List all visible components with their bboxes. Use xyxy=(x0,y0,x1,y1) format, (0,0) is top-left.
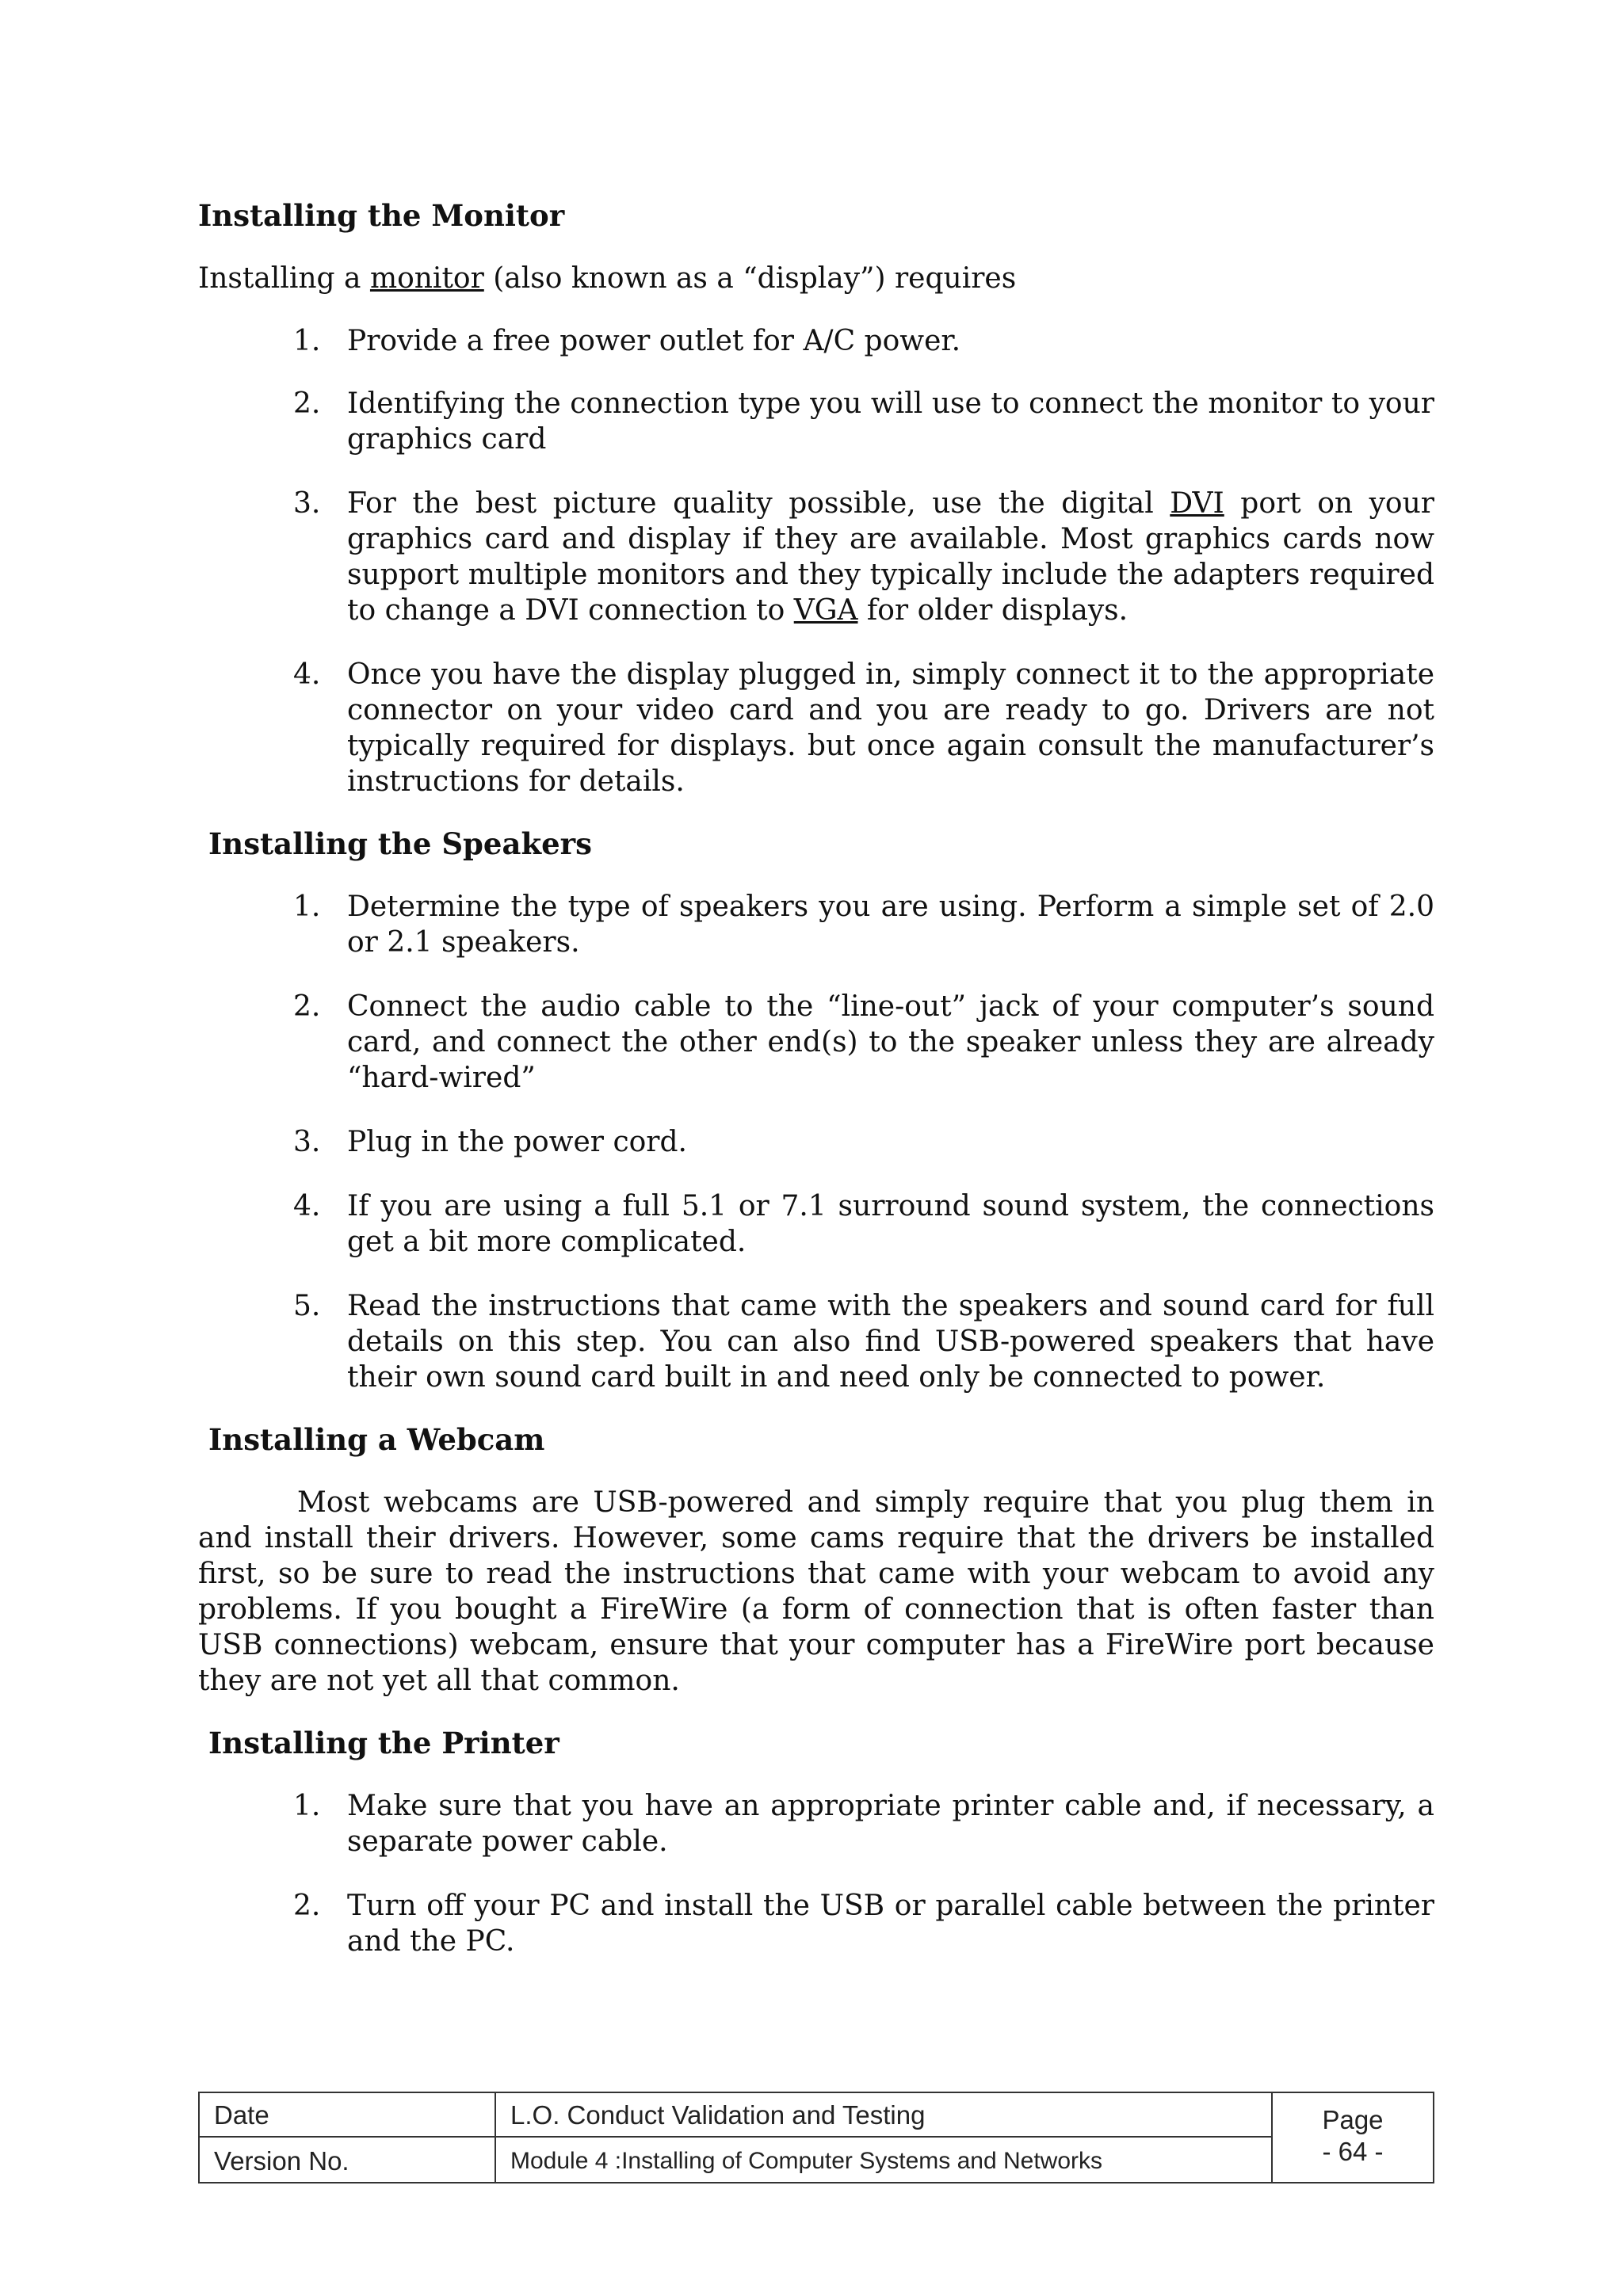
section-heading-speakers: Installing the Speakers xyxy=(208,826,592,861)
dvi-link[interactable]: DVI xyxy=(1170,487,1224,520)
list-text: Identifying the connection type you will use to connect the monitor to your graphics card xyxy=(347,387,1434,456)
document-body xyxy=(198,198,1434,1959)
list-number: 3. xyxy=(293,487,321,520)
section-heading-monitor: Installing the Monitor xyxy=(198,198,565,233)
list-item xyxy=(198,657,1434,799)
footer-page xyxy=(1273,2093,1433,2193)
list-text: Determine the type of speakers you are using. Perform a simple set of 2.0 or 2.1 speakers. xyxy=(347,891,1434,959)
list-item xyxy=(198,1124,1434,1160)
list-text: for older displays. xyxy=(857,594,1128,627)
list-item xyxy=(198,889,1434,960)
list-text: Read the instructions that came with the speakers and sound card for full details on this step. You can also find USB-powered speakers that have their own sound card built in and need only be connected to power. xyxy=(347,1290,1434,1394)
list-number: 3. xyxy=(293,1126,321,1158)
list-number: 1. xyxy=(293,325,321,357)
list-text: If you are using a full 5.1 or 7.1 surround sound system, the connections get a bit more complicated. xyxy=(347,1190,1434,1258)
list-item xyxy=(198,1288,1434,1395)
list-text: For the best picture quality possible, use the digital xyxy=(347,487,1170,520)
section-heading-webcam: Installing a Webcam xyxy=(208,1422,545,1457)
list-item xyxy=(198,386,1434,457)
monitor-intro-text-end: (also known as a “display”) requires xyxy=(483,262,1017,295)
list-text: Once you have the display plugged in, simply connect it to the appropriate connector on your video card and you are ready to go. Drivers are not typically required for displays. but once again consult the manufacturer’s instructions for details. xyxy=(347,658,1434,798)
speakers-steps xyxy=(198,889,1434,1395)
list-item xyxy=(198,1788,1434,1859)
footer-page-number: - 64 - xyxy=(1322,2137,1384,2166)
list-number: 4. xyxy=(293,658,321,691)
printer-steps xyxy=(198,1788,1434,1959)
footer-col-titles xyxy=(496,2093,1273,2182)
footer-lo-title: L.O. Conduct Validation and Testing xyxy=(496,2093,1271,2138)
monitor-intro-text: Installing a xyxy=(198,262,370,295)
list-number: 2. xyxy=(293,1890,321,1922)
footer-col-labels xyxy=(200,2093,496,2182)
list-text: Provide a free power outlet for A/C power. xyxy=(347,325,961,357)
monitor-intro xyxy=(198,261,1434,296)
list-text: Connect the audio cable to the “line-out” jack of your computer’s sound card, and connect the other end(s) to the speaker unless they are already “hard-wired” xyxy=(347,990,1434,1094)
list-item xyxy=(198,1188,1434,1260)
vga-link[interactable]: VGA xyxy=(793,594,858,627)
footer-version-label: Version No. xyxy=(214,2146,349,2176)
monitor-link[interactable]: monitor xyxy=(369,262,484,295)
list-number: 2. xyxy=(293,990,321,1023)
list-number: 1. xyxy=(293,891,321,923)
list-number: 4. xyxy=(293,1190,321,1222)
monitor-steps xyxy=(198,323,1434,799)
footer-date-label: Date xyxy=(200,2093,495,2138)
list-number: 1. xyxy=(293,1790,321,1822)
section-heading-printer: Installing the Printer xyxy=(208,1726,559,1760)
footer-page-label: Page xyxy=(1322,2105,1384,2134)
page-footer-table xyxy=(198,2092,1434,2183)
footer-module-title: Module 4 :Installing of Computer Systems and Networks xyxy=(510,2148,1102,2174)
list-text: Make sure that you have an appropriate printer cable and, if necessary, a separate power cable. xyxy=(347,1790,1434,1858)
list-item xyxy=(198,486,1434,628)
list-item xyxy=(198,1888,1434,1959)
list-number: 5. xyxy=(293,1290,321,1322)
list-text: Plug in the power cord. xyxy=(347,1126,687,1158)
webcam-paragraph: Most webcams are USB-powered and simply require that you plug them in and install their drivers. However, some cams require that the drivers be installed first, so be sure to read the instructions that came with your webcam to avoid any problems. If you bought a FireWire (a form of connection that is often faster than USB connections) webcam, ensure that your computer has a FireWire port because they are not yet all that common. xyxy=(198,1486,1434,1697)
list-number: 2. xyxy=(293,387,321,420)
list-item xyxy=(198,989,1434,1096)
list-text: port on your graphics card and display if they are available. Most graphics cards now support multiple monitors and they typically include the adapters required to change a DVI connection to xyxy=(347,487,1434,627)
list-item xyxy=(198,323,1434,359)
list-text: Turn off your PC and install the USB or parallel cable between the printer and the PC. xyxy=(347,1890,1434,1958)
